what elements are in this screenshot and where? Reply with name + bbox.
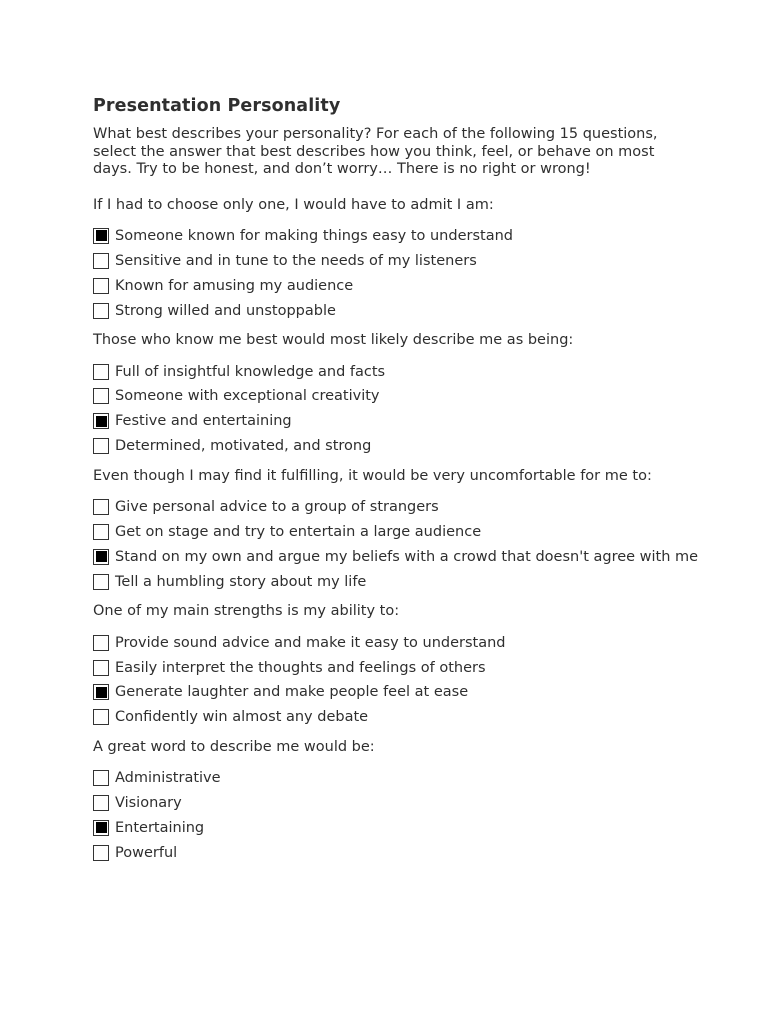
option-item[interactable] xyxy=(93,298,693,323)
checkbox[interactable] xyxy=(93,660,109,676)
option-label: Festive and entertaining xyxy=(115,413,292,430)
option-item[interactable] xyxy=(93,840,693,865)
question-text: Those who know me best would most likely describe me as being: xyxy=(93,332,574,349)
checkbox[interactable] xyxy=(93,278,109,294)
option-item[interactable] xyxy=(93,680,693,705)
checkbox[interactable] xyxy=(93,524,109,540)
option-item[interactable] xyxy=(93,655,693,680)
option-list xyxy=(93,630,693,730)
question-block xyxy=(93,602,693,730)
option-label: Get on stage and try to entertain a large audience xyxy=(115,523,482,540)
checkbox[interactable] xyxy=(93,253,109,269)
question-block xyxy=(93,738,693,866)
option-list xyxy=(93,224,693,324)
option-label: Administrative xyxy=(115,770,221,787)
checkbox[interactable] xyxy=(93,388,109,404)
option-item[interactable] xyxy=(93,816,693,841)
option-item[interactable] xyxy=(93,384,693,409)
option-label: Someone known for making things easy to understand xyxy=(115,227,513,244)
option-label: Sensitive and in tune to the needs of my listeners xyxy=(115,252,477,269)
option-label: Provide sound advice and make it easy to understand xyxy=(115,634,506,651)
option-item[interactable] xyxy=(93,248,693,273)
question-text: Even though I may find it fulfilling, it would be very uncomfortable for me to: xyxy=(93,467,652,484)
checkbox[interactable] xyxy=(93,499,109,515)
option-item[interactable] xyxy=(93,520,693,545)
checkbox[interactable] xyxy=(93,574,109,590)
checkbox[interactable] xyxy=(93,228,109,244)
option-list xyxy=(93,495,699,595)
option-label: Visionary xyxy=(115,795,182,812)
checkbox[interactable] xyxy=(93,709,109,725)
option-list xyxy=(93,359,693,459)
option-label: Tell a humbling story about my life xyxy=(115,573,367,590)
checkbox[interactable] xyxy=(93,438,109,454)
option-label: Full of insightful knowledge and facts xyxy=(115,363,386,380)
question-block xyxy=(93,196,693,324)
option-label: Stand on my own and argue my beliefs with a crowd that doesn't agree with me xyxy=(115,548,699,565)
checkbox[interactable] xyxy=(93,684,109,700)
option-item[interactable] xyxy=(93,705,693,730)
question-text: If I had to choose only one, I would have to admit I am: xyxy=(93,196,494,213)
questions-container xyxy=(93,196,699,866)
option-item[interactable] xyxy=(93,434,693,459)
option-label: Entertaining xyxy=(115,819,205,836)
option-label: Generate laughter and make people feel at ease xyxy=(115,684,469,701)
checkbox[interactable] xyxy=(93,549,109,565)
option-label: Give personal advice to a group of strangers xyxy=(115,499,439,516)
option-label: Known for amusing my audience xyxy=(115,277,354,294)
checkbox[interactable] xyxy=(93,820,109,836)
checkbox[interactable] xyxy=(93,413,109,429)
question-block xyxy=(93,467,699,595)
option-label: Easily interpret the thoughts and feelings of others xyxy=(115,659,486,676)
intro-paragraph: What best describes your personality? For each of the following 15 questions, select the answer that best describes how you think, feel, or behave on most days. Try to be honest, and don’t worry… There is no right or wrong! xyxy=(93,126,658,177)
document-page xyxy=(93,95,699,865)
question-text: A great word to describe me would be: xyxy=(93,738,375,755)
option-item[interactable] xyxy=(93,569,693,594)
checkbox[interactable] xyxy=(93,635,109,651)
option-list xyxy=(93,766,693,866)
option-item[interactable] xyxy=(93,630,693,655)
option-item[interactable] xyxy=(93,224,693,249)
option-label: Powerful xyxy=(115,844,178,861)
option-label: Confidently win almost any debate xyxy=(115,709,369,726)
checkbox[interactable] xyxy=(93,364,109,380)
option-item[interactable] xyxy=(93,359,693,384)
option-item[interactable] xyxy=(93,544,699,569)
option-item[interactable] xyxy=(93,791,693,816)
page-title: Presentation Personality xyxy=(93,96,341,116)
option-item[interactable] xyxy=(93,766,693,791)
question-block xyxy=(93,331,693,459)
option-item[interactable] xyxy=(93,495,693,520)
option-label: Determined, motivated, and strong xyxy=(115,438,372,455)
checkbox[interactable] xyxy=(93,303,109,319)
checkbox[interactable] xyxy=(93,770,109,786)
option-item[interactable] xyxy=(93,409,693,434)
checkbox[interactable] xyxy=(93,845,109,861)
option-item[interactable] xyxy=(93,273,693,298)
checkbox[interactable] xyxy=(93,795,109,811)
question-text: One of my main strengths is my ability to: xyxy=(93,603,400,620)
option-label: Strong willed and unstoppable xyxy=(115,302,336,319)
option-label: Someone with exceptional creativity xyxy=(115,388,380,405)
